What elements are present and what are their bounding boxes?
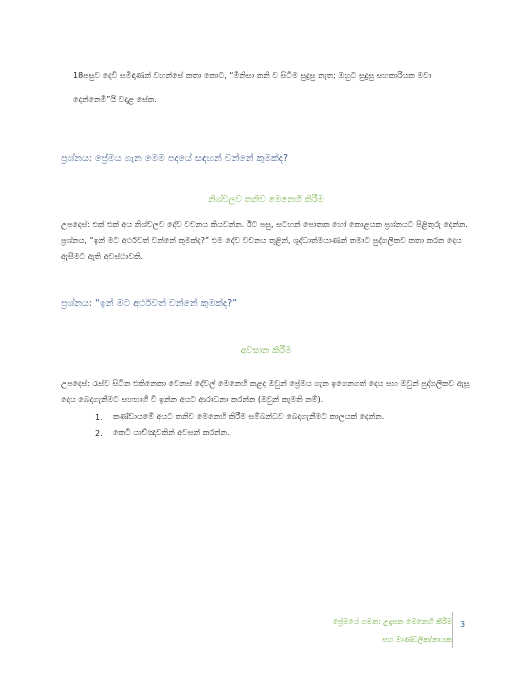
list-item [95, 409, 475, 425]
list-number: 1. [95, 412, 103, 422]
section-2-instructions: උපදෙස්: රැස්ව සිටින එකිනෙකා වෙනස් දේවල් මෙනෙහි කළද ඔවුන් ප්‍රේමය ගැන ඉගෙනගත් දෙය සහ ඔවුන් පුද්ගලිකව ඇසූ දෙය බෙදාගැනීමට සහභාගී වී ඉන්න අයට ආරාධනා කරන්න (ඔවුන් කැමති නම්). [61, 379, 470, 404]
section-heading-closing: අවසාන කිරීම [240, 346, 292, 356]
section-heading-silent-meditation: නිශ්චලව තනිව මෙනෙහි කිරීම [208, 195, 324, 205]
list-text: කෙටි යාච්ඤාවකින් අවසන් කරන්න. [113, 428, 230, 437]
question-1: ප්‍රශ්නය: ප්‍රේමය ගැන මෙම පදයේ සඳහන් වන්නේ කුමක්ද? [61, 153, 289, 164]
list-item [95, 425, 475, 441]
question-2: ප්‍රශ්නය: “ඉන් මට අර්ථවත් වන්නේ කුමක්ද?” [61, 298, 238, 309]
section-1-instructions: උපදෙස්: එක් එක් අය නිශ්චලව දේව වචනය කියවන්න. ඊට පසු, සටහන් පොතක හෝ කොළයක ප්‍රශ්නයට පිළිතුරු දෙන්න. ප්‍රශ්නය, “ඉන් මට අර්ථවත් වන්නේ කුමක්ද?” එම දේව වචනය තුළින්, ශුද්ධාත්මයාණන් තමාට පුද්ගලිකව කතා කරන දෙය ඇසීමට ඇති අවස්ථාවකි. [61, 220, 468, 261]
list-number: 2. [95, 428, 103, 438]
scripture-paragraph [61, 68, 473, 108]
footer-divider [452, 612, 453, 648]
scripture-line-2: දෙන්නෙමි”යි වදාළ සේක. [73, 95, 157, 104]
footer-subtitle: සහ මාණ්ඩලික/නායක [382, 635, 452, 644]
scripture-line-1: 18පසුව දෙවි සමිඳාණන් වහන්සේ කතා කොට, “මිනිසා තනි ව සිටීම සුදුසු නැත; ඔහුට සුදුසු සහකාරියක මවා [73, 71, 432, 80]
page-number: 3 [460, 620, 466, 629]
closing-steps-list [95, 409, 475, 441]
footer-title: ප්‍රේමයේ ගමන: උදෑසන මෙනෙහි කිරීම [332, 617, 452, 626]
list-text: කණ්ඩායමේ අයට තනිව මෙනෙහි කිරීම සම්බන්ධව බෙදාගැනීමට කාලයක් දෙන්න. [113, 412, 385, 421]
